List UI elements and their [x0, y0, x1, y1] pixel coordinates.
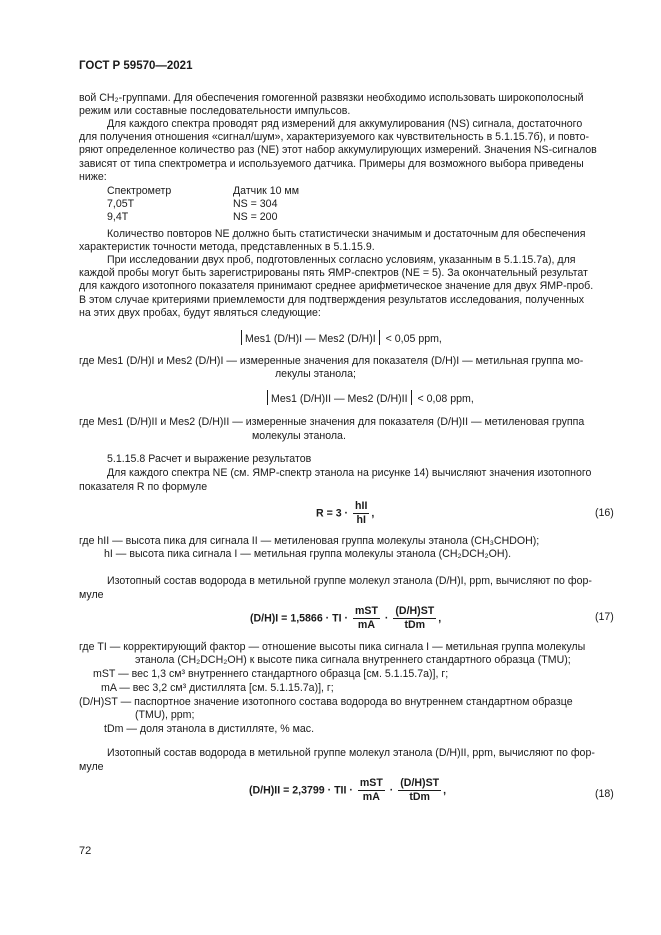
formula-17-lhs: (D/H)I = 1,5866 · TI · [250, 612, 349, 625]
formula-18-fraction-2 [398, 777, 441, 804]
criterion-formula-1 [238, 330, 442, 346]
text-line: где Mes1 (D/H)I и Mes2 (D/H)I — измеренные значения для показателя (D/H)I — метильная группа мо- [79, 355, 584, 367]
text-line: режим или составные последовательности импульсов. [79, 105, 351, 117]
text-line: показателя R по формуле [79, 481, 208, 493]
table-cell: Датчик 10 мм [233, 185, 299, 197]
formula-18-dot: · [389, 784, 394, 797]
formula-18-fraction-1 [358, 777, 385, 804]
text-line: молекулы этанола. [252, 430, 346, 442]
formula-18-lhs: (D/H)II = 2,3799 · TII · [249, 784, 353, 797]
formula-number: (16) [595, 507, 614, 519]
text-line: ниже: [79, 171, 107, 183]
text-line: муле [79, 761, 104, 773]
formula-17-numerator-1: mST [354, 605, 378, 617]
text-line: В этом случае критериями приемлемости для подтверждения результатов исследования, полученных [79, 294, 585, 306]
formula-16 [316, 500, 374, 527]
text-line: (D/H)ST — паспортное значение изотопного состава водорода во внутреннем стандартном образце [79, 696, 573, 708]
abs-bar-right [411, 390, 412, 405]
criterion-formula-2 [264, 390, 474, 406]
abs-bar-right [379, 330, 380, 345]
formula-17-dot: · [384, 612, 389, 625]
text-line: на этих двух пробах, будут являться следующие: [79, 307, 321, 319]
text-line: Изотопный состав водорода в метильной группе молекул этанола (D/H)II, ppm, вычисляют по фор- [107, 747, 595, 759]
formula-17-numerator-2: (D/H)ST [395, 605, 435, 617]
text-line: где Mes1 (D/H)II и Mes2 (D/H)II — измеренные значения для показателя (D/H)II — метиленовая группа [79, 416, 585, 428]
page-number: 72 [79, 845, 92, 857]
text-line: вой CH₂-группами. Для обеспечения гомогенной развязки необходимо использовать широкополосный [79, 92, 584, 104]
text-line: каждой пробы могут быть зарегистрированы пять ЯМР-спектров (NE = 5). За окончательный результат [79, 267, 588, 279]
text-line: где TI — корректирующий фактор — отношение высоты пика сигнала I — метильная группа молекулы [79, 641, 586, 653]
text-line: для получения отношения «сигнал/шум», характеризуемого как чувствительность в 5.1.15.7б), и повто- [79, 131, 589, 143]
page-header: ГОСТ Р 59570—2021 [79, 60, 193, 72]
formula-16-denominator: hI [356, 514, 366, 526]
formula-17-denominator-2: tDm [404, 619, 426, 631]
criterion-1-expression: Mes1 (D/H)I — Mes2 (D/H)I [245, 333, 376, 345]
text-line: При исследовании двух проб, подготовленных согласно условиям, указанным в 5.1.15.7а), для [107, 254, 576, 266]
table-cell: Спектрометр [107, 185, 172, 197]
formula-17-fraction-2 [393, 605, 436, 632]
table-cell: NS = 200 [233, 211, 278, 223]
formula-18-denominator-1: mA [362, 791, 380, 803]
table-cell: 7,05T [107, 198, 135, 210]
text-line: mA — вес 3,2 см³ дистиллята [см. 5.1.15.7а)], г; [101, 682, 334, 694]
formula-16-numerator: hII [355, 500, 368, 512]
formula-16-tail: , [371, 507, 375, 520]
text-line: для каждого изотопного показателя принимают среднее арифметическое значение для двух ЯМР-проб. [79, 280, 594, 292]
text-line: этанола (CH₂DCH₂OH) к высоте пика сигнала внутреннего стандартного образца (TMU); [135, 654, 571, 666]
formula-18-tail: , [443, 784, 447, 797]
text-line: hI — высота пика сигнала I — метильная группа молекулы этанола (CH₂DCH₂OH). [104, 548, 512, 560]
section-title: 5.1.15.8 Расчет и выражение результатов [107, 453, 312, 465]
formula-18 [249, 777, 446, 804]
text-line: характеристик точности метода, представленных в 5.1.15.9. [79, 241, 375, 253]
text-line: tDm — доля этанола в дистилляте, % мас. [104, 723, 315, 735]
criterion-2-expression: Mes1 (D/H)II — Mes2 (D/H)II [271, 393, 408, 405]
text-line: ряют определенное количество раз (NE) этот набор аккумулирующих измерений. Значения NS-сигналов [79, 144, 597, 156]
criterion-2-limit: < 0,08 ppm, [417, 393, 474, 405]
formula-number: (17) [595, 611, 614, 623]
formula-18-denominator-2: tDm [409, 791, 430, 803]
text-line: (TMU), ppm; [135, 709, 195, 721]
formula-18-numerator-2: (D/H)ST [400, 777, 440, 789]
criterion-1-limit: < 0,05 ppm, [385, 333, 442, 345]
formula-17-fraction-1 [353, 605, 380, 632]
formula-17-denominator-1: mA [357, 619, 375, 631]
formula-18-numerator-1: mST [359, 777, 383, 789]
text-line: Для каждого спектра NE (см. ЯМР-спектр этанола на рисунке 14) вычисляют значения изотопного [107, 467, 592, 479]
table-cell: 9,4T [107, 211, 129, 223]
formula-17 [250, 605, 441, 632]
text-line: Для каждого спектра проводят ряд измерений для аккумулирования (NS) сигнала, достаточного [107, 118, 583, 130]
text-line: лекулы этанола; [275, 368, 356, 380]
text-line: Количество повторов NE должно быть статистически значимым и достаточным для обеспечения [107, 228, 586, 240]
formula-number: (18) [595, 788, 614, 800]
formula-16-fraction [353, 500, 369, 527]
formula-16-lhs: R = 3 · [316, 507, 349, 520]
text-line: mST — вес 1,3 см³ внутреннего стандартного образца [см. 5.1.15.7а)], г; [93, 668, 449, 680]
abs-bar-left [267, 390, 268, 405]
text-line: Изотопный состав водорода в метильной группе молекул этанола (D/H)I, ppm, вычисляют по фор- [107, 575, 592, 587]
table-cell: NS = 304 [233, 198, 278, 210]
text-line: где hII — высота пика для сигнала II — метиленовая группа молекулы этанола (CH₃CHDOH); [79, 535, 540, 547]
abs-bar-left [241, 330, 242, 345]
formula-17-tail: , [438, 612, 442, 625]
text-line: муле [79, 589, 104, 601]
text-line: зависят от типа спектрометра и используемого датчика. Примеры для возможного выбора приведены [79, 158, 584, 170]
